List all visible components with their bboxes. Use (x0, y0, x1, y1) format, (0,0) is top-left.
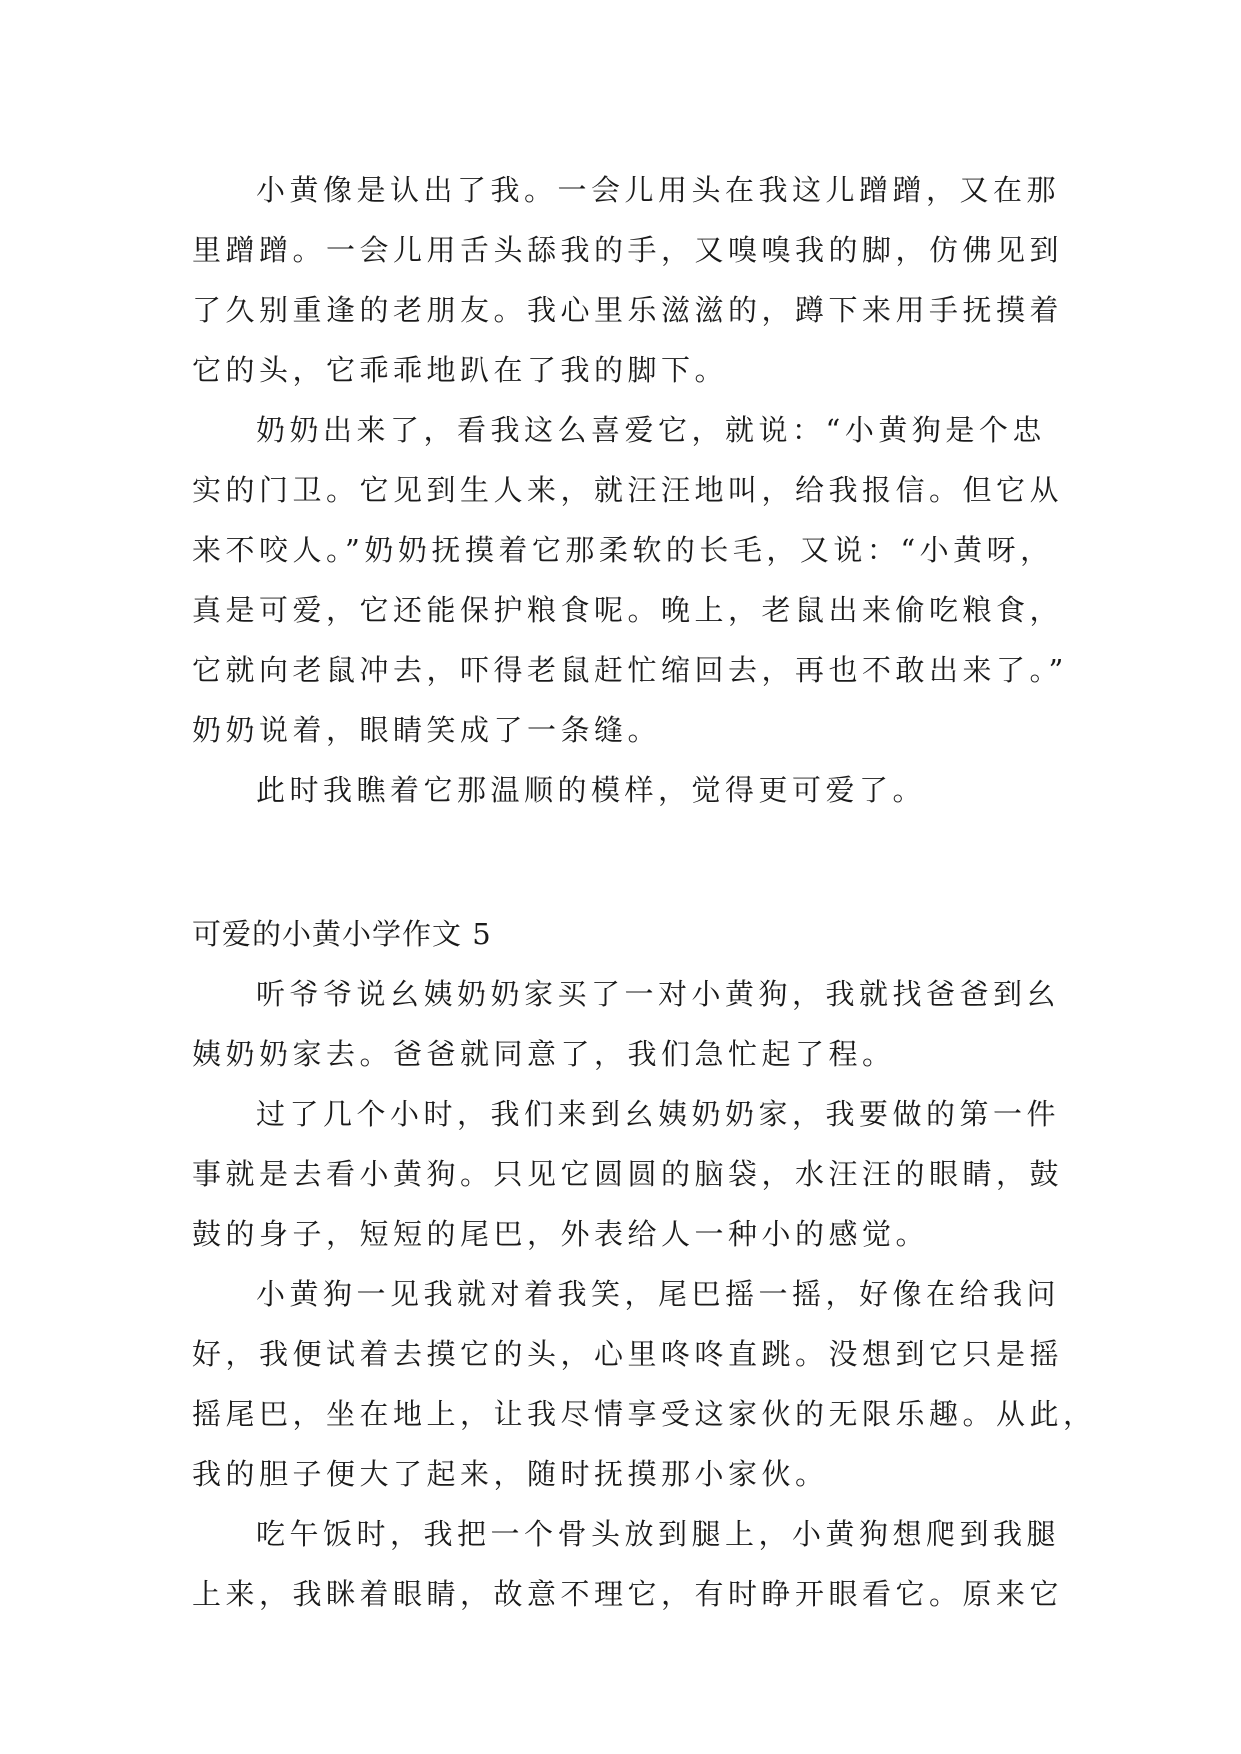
paragraph-line: 了久别重逢的老朋友。我心里乐滋滋的，蹲下来用手抚摸着 (192, 293, 1064, 327)
paragraph-line: 它就向老鼠冲去，吓得老鼠赶忙缩回去，再也不敢出来了。” (192, 653, 1068, 687)
paragraph-line: 实的门卫。它见到生人来，就汪汪地叫，给我报信。但它从 (192, 473, 1064, 507)
document-body (192, 160, 1097, 1624)
paragraph-line: 姨奶奶家去。爸爸就同意了，我们急忙起了程。 (192, 1037, 896, 1071)
section-spacer (192, 820, 1052, 904)
paragraph-line: 真是可爱，它还能保护粮食呢。晚上，老鼠出来偷吃粮食， (192, 593, 1064, 627)
paragraph-line: 摇尾巴，坐在地上，让我尽情享受这家伙的无限乐趣。从此， (192, 1397, 1097, 1431)
paragraph-line: 过了几个小时，我们来到幺姨奶奶家，我要做的第一件 (256, 1097, 1061, 1131)
paragraph-line: 它的头，它乖乖地趴在了我的脚下。 (192, 353, 729, 387)
paragraph (192, 760, 1052, 820)
paragraph-line: 上来，我眯着眼睛，故意不理它，有时睁开眼看它。原来它 (192, 1577, 1064, 1611)
section-title: 可爱的小黄小学作文 5 (192, 917, 492, 951)
paragraph (192, 1084, 1064, 1264)
paragraph (192, 160, 1064, 400)
paragraph-line: 小黄狗一见我就对着我笑，尾巴摇一摇，好像在给我问 (256, 1277, 1061, 1311)
paragraph (192, 1264, 1097, 1504)
paragraph-line: 听爷爷说幺姨奶奶家买了一对小黄狗，我就找爸爸到幺 (256, 977, 1061, 1011)
paragraph-line: 好，我便试着去摸它的头，心里咚咚直跳。没想到它只是摇 (192, 1337, 1064, 1371)
paragraph-line: 小黄像是认出了我。一会儿用头在我这儿蹭蹭，又在那 (256, 173, 1061, 207)
paragraph-line: 我的胆子便大了起来，随时抚摸那小家伙。 (192, 1457, 829, 1491)
paragraph-line: 事就是去看小黄狗。只见它圆圆的脑袋，水汪汪的眼睛，鼓 (192, 1157, 1064, 1191)
paragraph (192, 400, 1068, 760)
paragraph-line: 此时我瞧着它那温顺的模样，觉得更可爱了。 (256, 773, 927, 807)
paragraph-line: 吃午饭时，我把一个骨头放到腿上，小黄狗想爬到我腿 (256, 1517, 1061, 1551)
paragraph-line: 奶奶说着，眼睛笑成了一条缝。 (192, 713, 662, 747)
paragraph (192, 1504, 1064, 1624)
paragraph (192, 964, 1061, 1084)
paragraph-line: 鼓的身子，短短的尾巴，外表给人一种小的感觉。 (192, 1217, 930, 1251)
paragraph-line: 里蹭蹭。一会儿用舌头舔我的手，又嗅嗅我的脚，仿佛见到 (192, 233, 1064, 267)
paragraph-line: 奶奶出来了，看我这么喜爱它，就说：“小黄狗是个忠 (256, 413, 1046, 447)
paragraph-line: 来不咬人。”奶奶抚摸着它那柔软的长毛，又说：“小黄呀， (192, 533, 1054, 567)
